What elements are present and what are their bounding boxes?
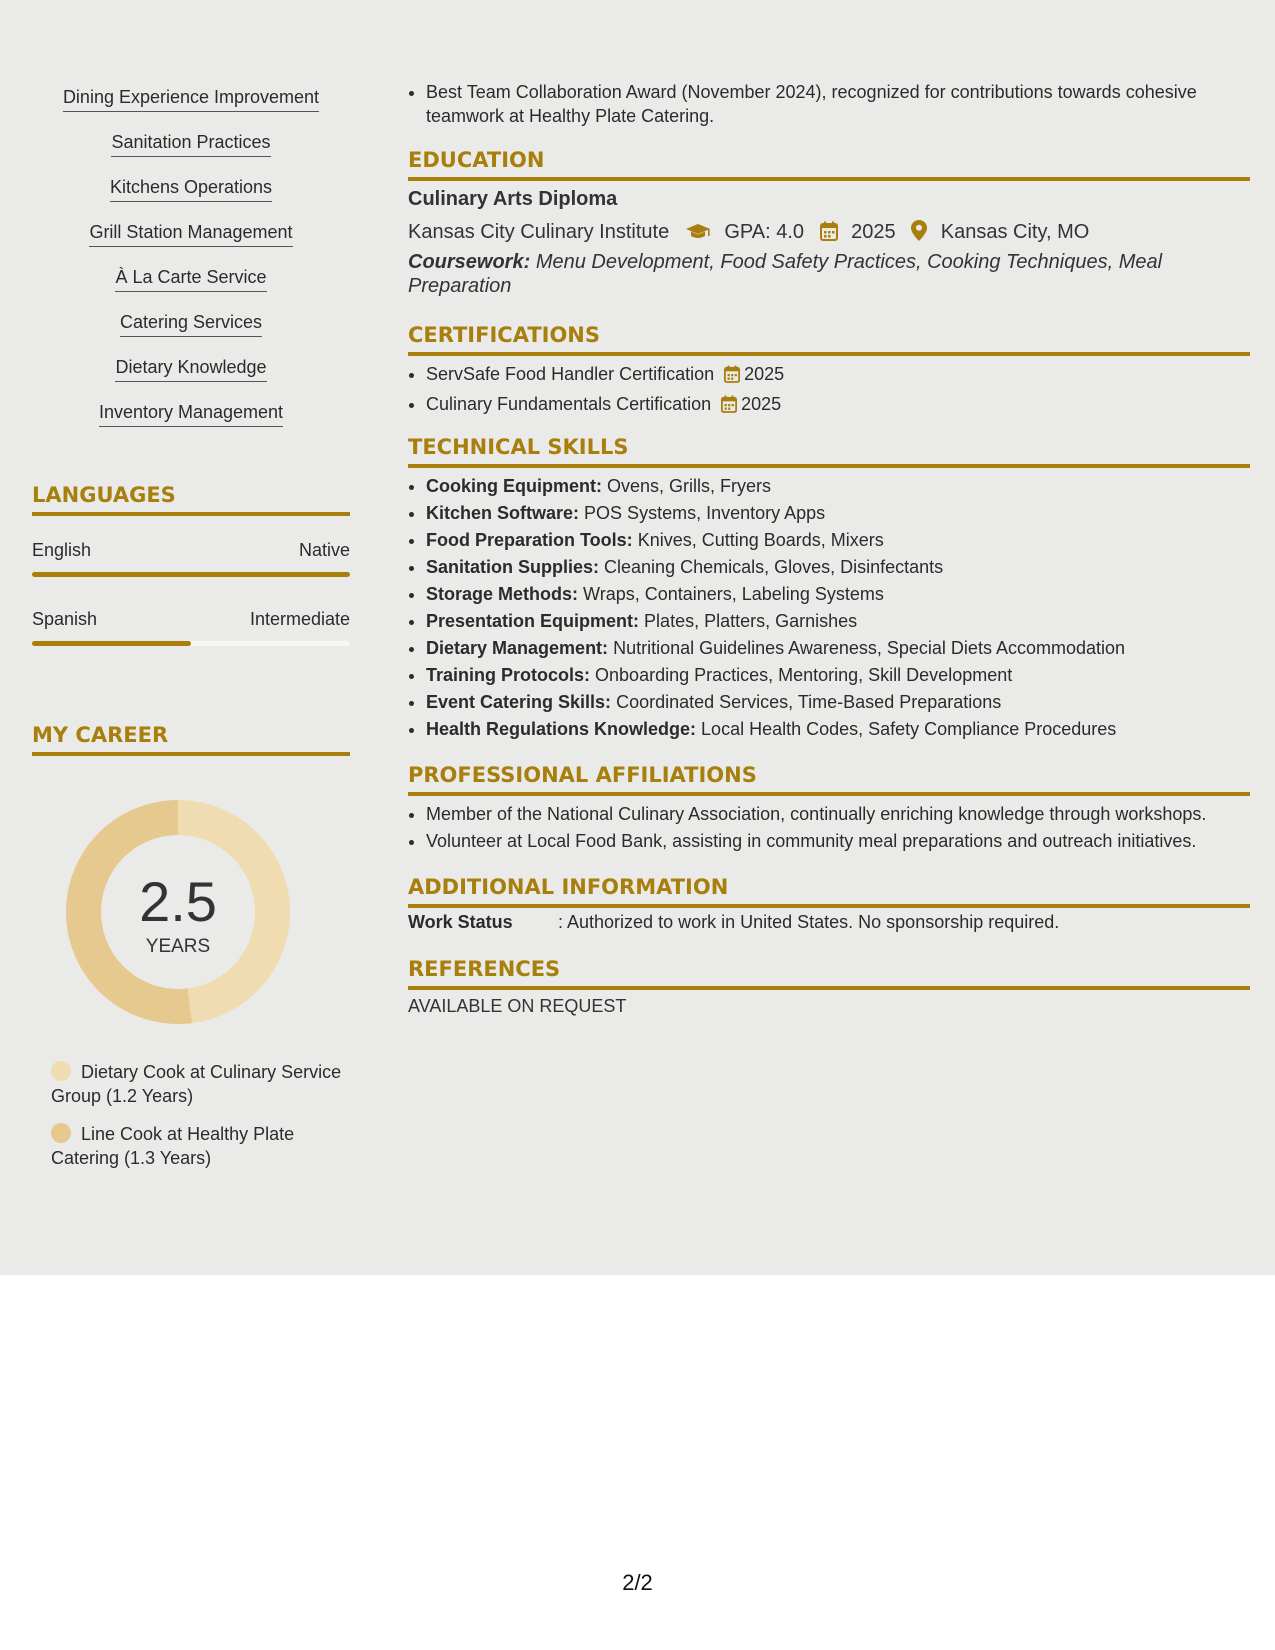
skill-values: POS Systems, Inventory Apps: [584, 503, 826, 523]
donut-center: [66, 800, 290, 1024]
language-level: Native: [298, 540, 350, 560]
coursework-text: Menu Development, Food Safety Practices, Cooking Techniques, Meal Preparation: [408, 251, 1163, 297]
education-year: 2025: [851, 221, 896, 243]
technical-skill-item: [426, 609, 1268, 633]
skill-item: [32, 221, 350, 266]
technical-skill-item: [426, 555, 1268, 579]
skill-item: [32, 311, 350, 356]
career-donut-chart: [66, 800, 290, 1024]
affiliation-item: • Member of the National Culinary Association, continually enriching knowledge through workshops.: [426, 802, 1268, 826]
certification-item: [426, 362, 1268, 389]
education-degree: Culinary Arts Diploma: [408, 188, 618, 210]
skill-category: Health Regulations Knowledge:: [426, 719, 697, 739]
calendar-icon: [724, 365, 740, 389]
skill-category: Event Catering Skills:: [426, 692, 612, 712]
calendar-icon: [721, 395, 737, 419]
certifications-list: [408, 362, 1268, 422]
awards-list: [408, 80, 1268, 131]
skill-category: Dietary Management:: [426, 638, 609, 658]
calendar-icon: [820, 221, 838, 247]
skill-label: Grill Station Management: [89, 221, 292, 247]
technical-skill-item: [426, 501, 1268, 525]
technical-skill-item: [426, 636, 1268, 660]
language-proficiency-bar: [32, 572, 350, 577]
education-details: [408, 220, 1089, 247]
skill-category: Cooking Equipment:: [426, 476, 602, 496]
skill-values: Plates, Platters, Garnishes: [644, 611, 858, 631]
skill-label: À La Carte Service: [115, 266, 266, 292]
language-name: Spanish: [32, 609, 98, 629]
skill-values: Wraps, Containers, Labeling Systems: [583, 584, 884, 604]
skill-category: Training Protocols:: [426, 665, 591, 685]
skill-values: Knives, Cutting Boards, Mixers: [637, 530, 884, 550]
career-legend-item: [51, 1122, 351, 1170]
career-legend-item: [51, 1060, 351, 1108]
skill-item: [32, 266, 350, 311]
languages-title: LANGUAGES: [32, 482, 350, 516]
technical-skills-list: [408, 474, 1268, 744]
skill-label: Dietary Knowledge: [115, 356, 266, 382]
technical-skill-item: [426, 690, 1268, 714]
coursework-label: Coursework:: [408, 251, 531, 273]
skill-values: Nutritional Guidelines Awareness, Special Diets Accommodation: [613, 638, 1126, 658]
technical-skill-item: [426, 663, 1268, 687]
affiliation-item: • Volunteer at Local Food Bank, assisting in community meal preparations and outreach initiatives.: [426, 829, 1268, 853]
certification-item: [426, 392, 1268, 419]
language-proficiency-bar: [32, 641, 350, 646]
skill-values: Ovens, Grills, Fryers: [607, 476, 772, 496]
skill-label: Inventory Management: [99, 401, 283, 427]
work-status-row: [408, 912, 1059, 933]
additional-info-title: ADDITIONAL INFORMATION: [408, 874, 1250, 908]
technical-skills-title: TECHNICAL SKILLS: [408, 434, 1250, 468]
technical-skill-item: [426, 474, 1268, 498]
certification-year: 2025: [741, 394, 782, 414]
certification-name: Culinary Fundamentals Certification: [426, 394, 712, 414]
skill-values: Cleaning Chemicals, Gloves, Disinfectants: [604, 557, 944, 577]
skill-values: Coordinated Services, Time-Based Preparations: [616, 692, 1002, 712]
references-text: AVAILABLE ON REQUEST: [408, 996, 627, 1016]
legend-label: Dietary Cook at Culinary Service Group (1.2 Years): [51, 1062, 342, 1106]
skill-values: Onboarding Practices, Mentoring, Skill Development: [595, 665, 1013, 685]
legend-dot: [51, 1123, 71, 1143]
career-title: MY CAREER: [32, 722, 350, 756]
education-title: EDUCATION: [408, 147, 1250, 181]
skill-item: [32, 131, 350, 176]
technical-skill-item: [426, 528, 1268, 552]
education-location: Kansas City, MO: [940, 221, 1090, 243]
affiliations-title: PROFESSIONAL AFFILIATIONS: [408, 762, 1250, 796]
skill-values: Local Health Codes, Safety Compliance Procedures: [701, 719, 1117, 739]
skill-category: Presentation Equipment:: [426, 611, 640, 631]
skill-label: Kitchens Operations: [110, 176, 272, 202]
education-institution: Kansas City Culinary Institute: [408, 221, 670, 243]
certification-name: ServSafe Food Handler Certification: [426, 364, 715, 384]
skill-item: [32, 86, 350, 131]
skill-category: Storage Methods:: [426, 584, 579, 604]
certification-year: 2025: [744, 364, 785, 384]
legend-dot: [51, 1061, 71, 1081]
technical-skill-item: [426, 582, 1268, 606]
education-gpa: GPA: 4.0: [724, 221, 805, 243]
work-status-label: Work Status: [408, 912, 513, 932]
career-total-years: 2.5: [139, 870, 217, 933]
education-coursework: [408, 250, 1188, 298]
skill-label: Catering Services: [120, 311, 262, 337]
career-total-unit: YEARS: [145, 936, 211, 957]
skill-item: [32, 176, 350, 221]
graduation-cap-icon: [685, 223, 711, 247]
skill-label: Dining Experience Improvement: [63, 86, 319, 112]
language-level: Intermediate: [249, 609, 350, 629]
affiliations-list: [408, 802, 1268, 856]
award-item: • Best Team Collaboration Award (November 2024), recognized for contributions towards cohesive teamwork at Healthy Plate Catering.: [426, 80, 1268, 128]
skill-label: Sanitation Practices: [111, 131, 270, 157]
language-proficiency-fill: [32, 572, 350, 577]
skill-category: Food Preparation Tools:: [426, 530, 633, 550]
certifications-title: CERTIFICATIONS: [408, 322, 1250, 356]
page-number: 2/2: [622, 1570, 653, 1595]
language-name: English: [32, 540, 92, 560]
work-status-value: : Authorized to work in United States. No sponsorship required.: [558, 912, 1060, 932]
skill-category: Sanitation Supplies:: [426, 557, 600, 577]
language-proficiency-fill: [32, 641, 191, 646]
references-title: REFERENCES: [408, 956, 1250, 990]
skill-item: [32, 401, 350, 446]
location-pin-icon: [911, 220, 927, 247]
legend-label: Line Cook at Healthy Plate Catering (1.3 Years): [51, 1124, 295, 1168]
skill-category: Kitchen Software:: [426, 503, 580, 523]
skill-item: [32, 356, 350, 401]
technical-skill-item: [426, 717, 1268, 741]
skills-list: [32, 86, 350, 446]
